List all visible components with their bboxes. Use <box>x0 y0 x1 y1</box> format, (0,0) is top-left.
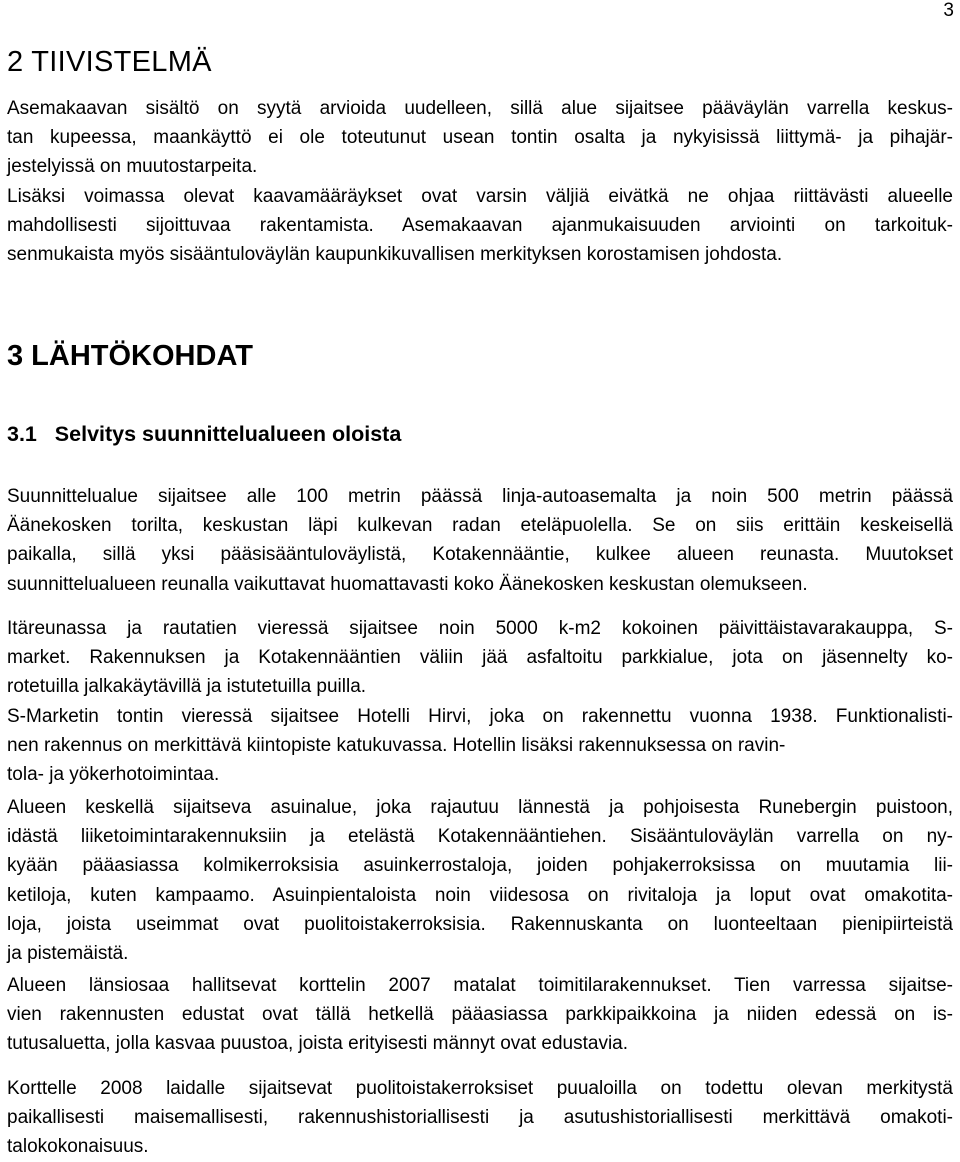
text-line: market. Rakennuksen ja Kotakennääntien väliin jää asfaltoitu parkkialue, jota on jäsennelty ko- <box>7 647 953 669</box>
section-3-heading: 3 LÄHTÖKOHDAT <box>7 340 253 372</box>
subsection-3-1-paragraph-4 <box>7 971 953 1059</box>
text-line: Itäreunassa ja rautatien vieressä sijaitsee noin 5000 k-m2 kokoinen päivittäistavarakauppa, S- <box>7 618 953 639</box>
text-line: ketiloja, kuten kampaamo. Asuinpientaloista noin viidesosa on rivitaloja ja loput ovat omakotita- <box>7 884 953 906</box>
text-line: Lisäksi voimassa olevat kaavamääräykset ovat varsin väljiä eivätkä ne ohjaa riittävästi alueelle <box>7 185 953 207</box>
text-line: tutusaluetta, jolla kasvaa puustoa, joista erityisesti männyt ovat edustavia. <box>7 1033 629 1055</box>
text-line: rotetuilla jalkakäytävillä ja istutetuilla puilla. <box>7 676 367 698</box>
text-line: ja pistemäistä. <box>7 943 129 965</box>
subsection-3-1-paragraph-1 <box>7 482 953 599</box>
text-line: Suunnittelualue sijaitsee alle 100 metrin päässä linja-autoasemalta ja noin 500 metrin päässä <box>7 486 953 507</box>
text-line: loja, joista useimmat ovat puolitoistakerroksisia. Rakennuskanta on luonteeltaan pienipiirteistä <box>7 913 953 935</box>
text-line: senmukaista myös sisääntuloväylän kaupunkikuvallisen merkityksen korostamisen johdosta. <box>7 244 783 266</box>
text-line: Alueen länsiosaa hallitsevat korttelin 2007 matalat toimitilarakennukset. Tien varressa sijaitse- <box>7 975 953 996</box>
subsection-3-1-paragraph-5 <box>7 1074 953 1162</box>
text-line: paikalla, sillä yksi pääsisääntuloväylistä, Kotakennääntie, kulkee alueen reunasta. Muutokset <box>7 544 953 566</box>
text-line: talokokonaisuus. <box>7 1136 149 1158</box>
text-line: Alueen keskellä sijaitseva asuinalue, joka rajautuu lännestä ja pohjoisesta Runebergin puistoon, <box>7 797 953 818</box>
subsection-3-1-paragraph-3 <box>7 793 953 968</box>
text-line: idästä liiketoimintarakennuksiin ja etelästä Kotakennääntiehen. Sisääntuloväylän varrella on ny- <box>7 826 953 848</box>
text-line: nen rakennus on merkittävä kiintopiste katukuvassa. Hotellin lisäksi rakennuksessa on ravin- <box>7 734 786 756</box>
text-line: paikallisesti maisemallisesti, rakennushistoriallisesti ja asutushistoriallisesti merkittävä omakoti- <box>7 1107 953 1129</box>
page-number: 3 <box>943 0 954 21</box>
text-line: vien rakennusten edustat ovat tällä hetkellä pääasiassa parkkipaikkoina ja niiden edessä on is- <box>7 1004 953 1026</box>
text-line: Äänekosken torilta, keskustan läpi kulkevan radan eteläpuolella. Se on siis erittäin keskeisellä <box>7 515 953 537</box>
text-line: S-Marketin tontin vieressä sijaitsee Hotelli Hirvi, joka on rakennettu vuonna 1938. Funktionalisti- <box>7 705 953 727</box>
text-line: Asemakaavan sisältö on syytä arvioida uudelleen, sillä alue sijaitsee pääväylän varrella keskus- <box>7 98 953 119</box>
text-line: mahdollisesti sijoittuvaa rakentamista. Asemakaavan ajanmukaisuuden arviointi on tarkoituk- <box>7 214 953 236</box>
text-line: tola- ja yökerhotoimintaa. <box>7 764 220 786</box>
subsection-3-1-heading: 3.1 Selvitys suunnittelualueen oloista <box>7 422 402 446</box>
text-line: Korttelle 2008 laidalle sijaitsevat puolitoistakerroksiset puualoilla on todettu olevan merkitystä <box>7 1078 953 1099</box>
text-line: jestelyissä on muutostarpeita. <box>7 156 258 178</box>
text-line: tan kupeessa, maankäyttö ei ole toteutunut usean tontin osalta ja nykyisissä liittymä- ja pihajär- <box>7 127 953 149</box>
subsection-3-1-paragraph-2 <box>7 614 953 789</box>
section-2-paragraph <box>7 94 953 269</box>
text-line: suunnittelualueen reunalla vaikuttavat huomattavasti koko Äänekosken keskustan olemukseen. <box>7 573 808 595</box>
text-line: kyään pääasiassa kolmikerroksisia asuinkerrostaloja, joiden pohjakerroksissa on muutamia lii- <box>7 855 953 877</box>
section-2-heading: 2 TIIVISTELMÄ <box>7 46 212 78</box>
